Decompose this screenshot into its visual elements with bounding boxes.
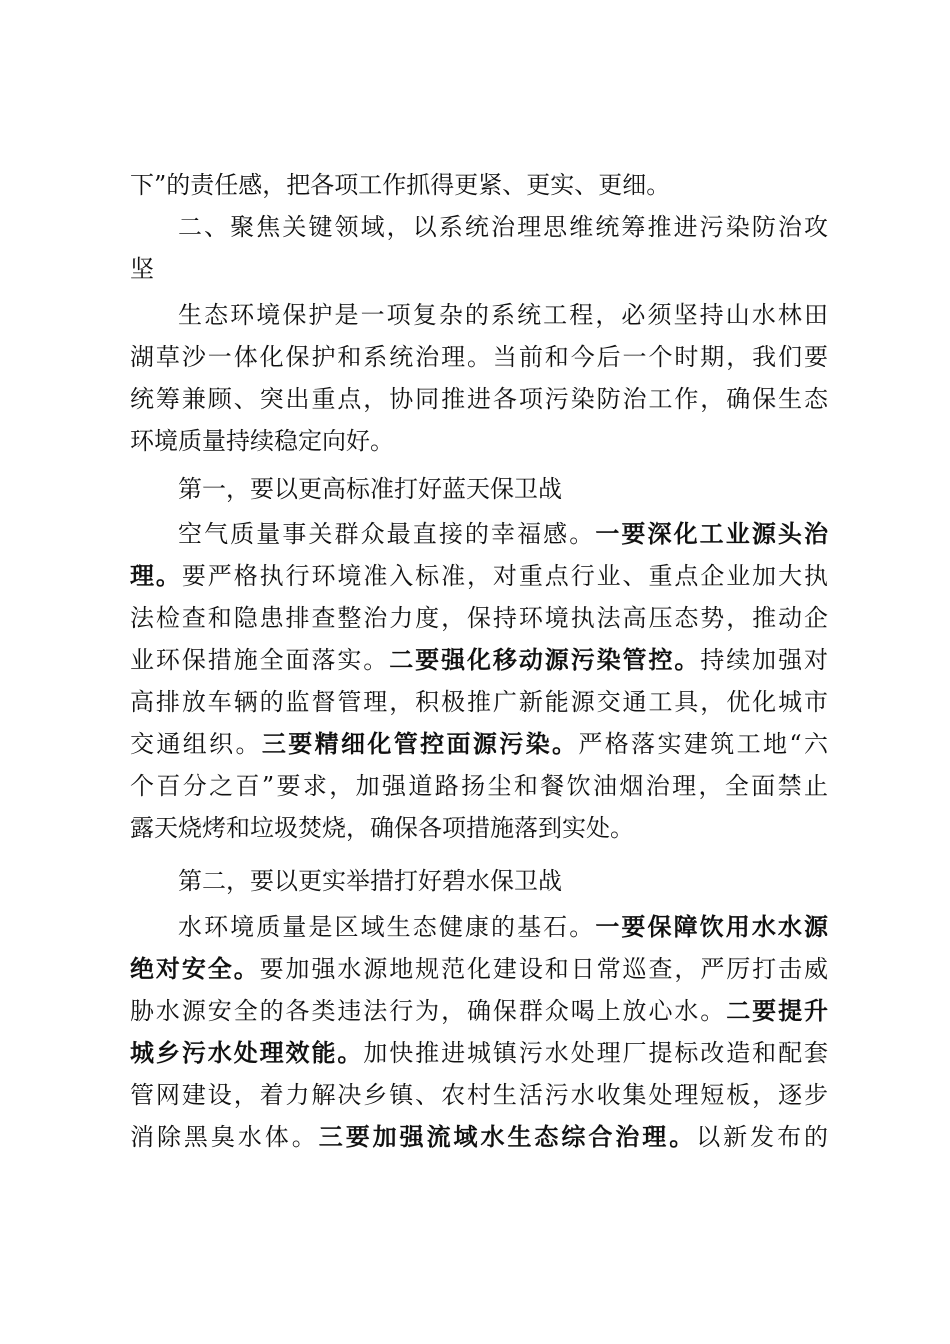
text-line: 空气质量事关群众最直接的幸福感。一要深化工业源头治: [178, 520, 829, 548]
text-line: 理。要严格执行环境准入标准，对重点行业、重点企业加大执: [130, 562, 829, 590]
text-line: 个百分之百”要求，加强道路扬尘和餐饮油烟治理，全面禁止: [130, 772, 828, 800]
subsection-heading: 第二，要以更实举措打好碧水保卫战: [178, 867, 562, 895]
text-line: 交通组织。三要精细化管控面源污染。严格落实建筑工地“六: [130, 730, 829, 758]
text-line: 消除黑臭水体。三要加强流域水生态综合治理。以新发布的: [130, 1123, 829, 1151]
section-heading-continued: 坚: [130, 255, 154, 283]
text-line: 法检查和隐患排查整治力度，保持环境执法高压态势，推动企: [130, 604, 828, 632]
text-line: 生态环境保护是一项复杂的系统工程，必须坚持山水林田: [178, 301, 828, 329]
text-line: 统筹兼顾、突出重点，协同推进各项污染防治工作，确保生态: [130, 385, 828, 413]
text-line: 高排放车辆的监督管理，积极推广新能源交通工具，优化城市: [130, 688, 828, 716]
text-line: 环境质量持续稳定向好。: [130, 427, 394, 455]
text-line: 业环保措施全面落实。二要强化移动源污染管控。持续加强对: [130, 646, 829, 674]
subsection-heading: 第一，要以更高标准打好蓝天保卫战: [178, 475, 562, 503]
text-line: 城乡污水处理效能。加快推进城镇污水处理厂提标改造和配套: [130, 1039, 829, 1067]
text-line: 下”的责任感，把各项工作抓得更紧、更实、更细。: [130, 171, 671, 199]
text-line: 水环境质量是区域生态健康的基石。一要保障饮用水水源: [178, 913, 829, 941]
text-line: 露天烧烤和垃圾焚烧，确保各项措施落到实处。: [130, 814, 634, 842]
text-line: 管网建设，着力解决乡镇、农村生活污水收集处理短板，逐步: [130, 1081, 828, 1109]
section-heading: 二、聚焦关键领域，以系统治理思维统筹推进污染防治攻: [178, 213, 828, 241]
text-line: 湖草沙一体化保护和系统治理。当前和今后一个时期，我们要: [130, 343, 828, 371]
text-line: 胁水源安全的各类违法行为，确保群众喝上放心水。二要提升: [130, 997, 829, 1025]
text-line: 绝对安全。要加强水源地规范化建设和日常巡查，严厉打击威: [130, 955, 829, 983]
